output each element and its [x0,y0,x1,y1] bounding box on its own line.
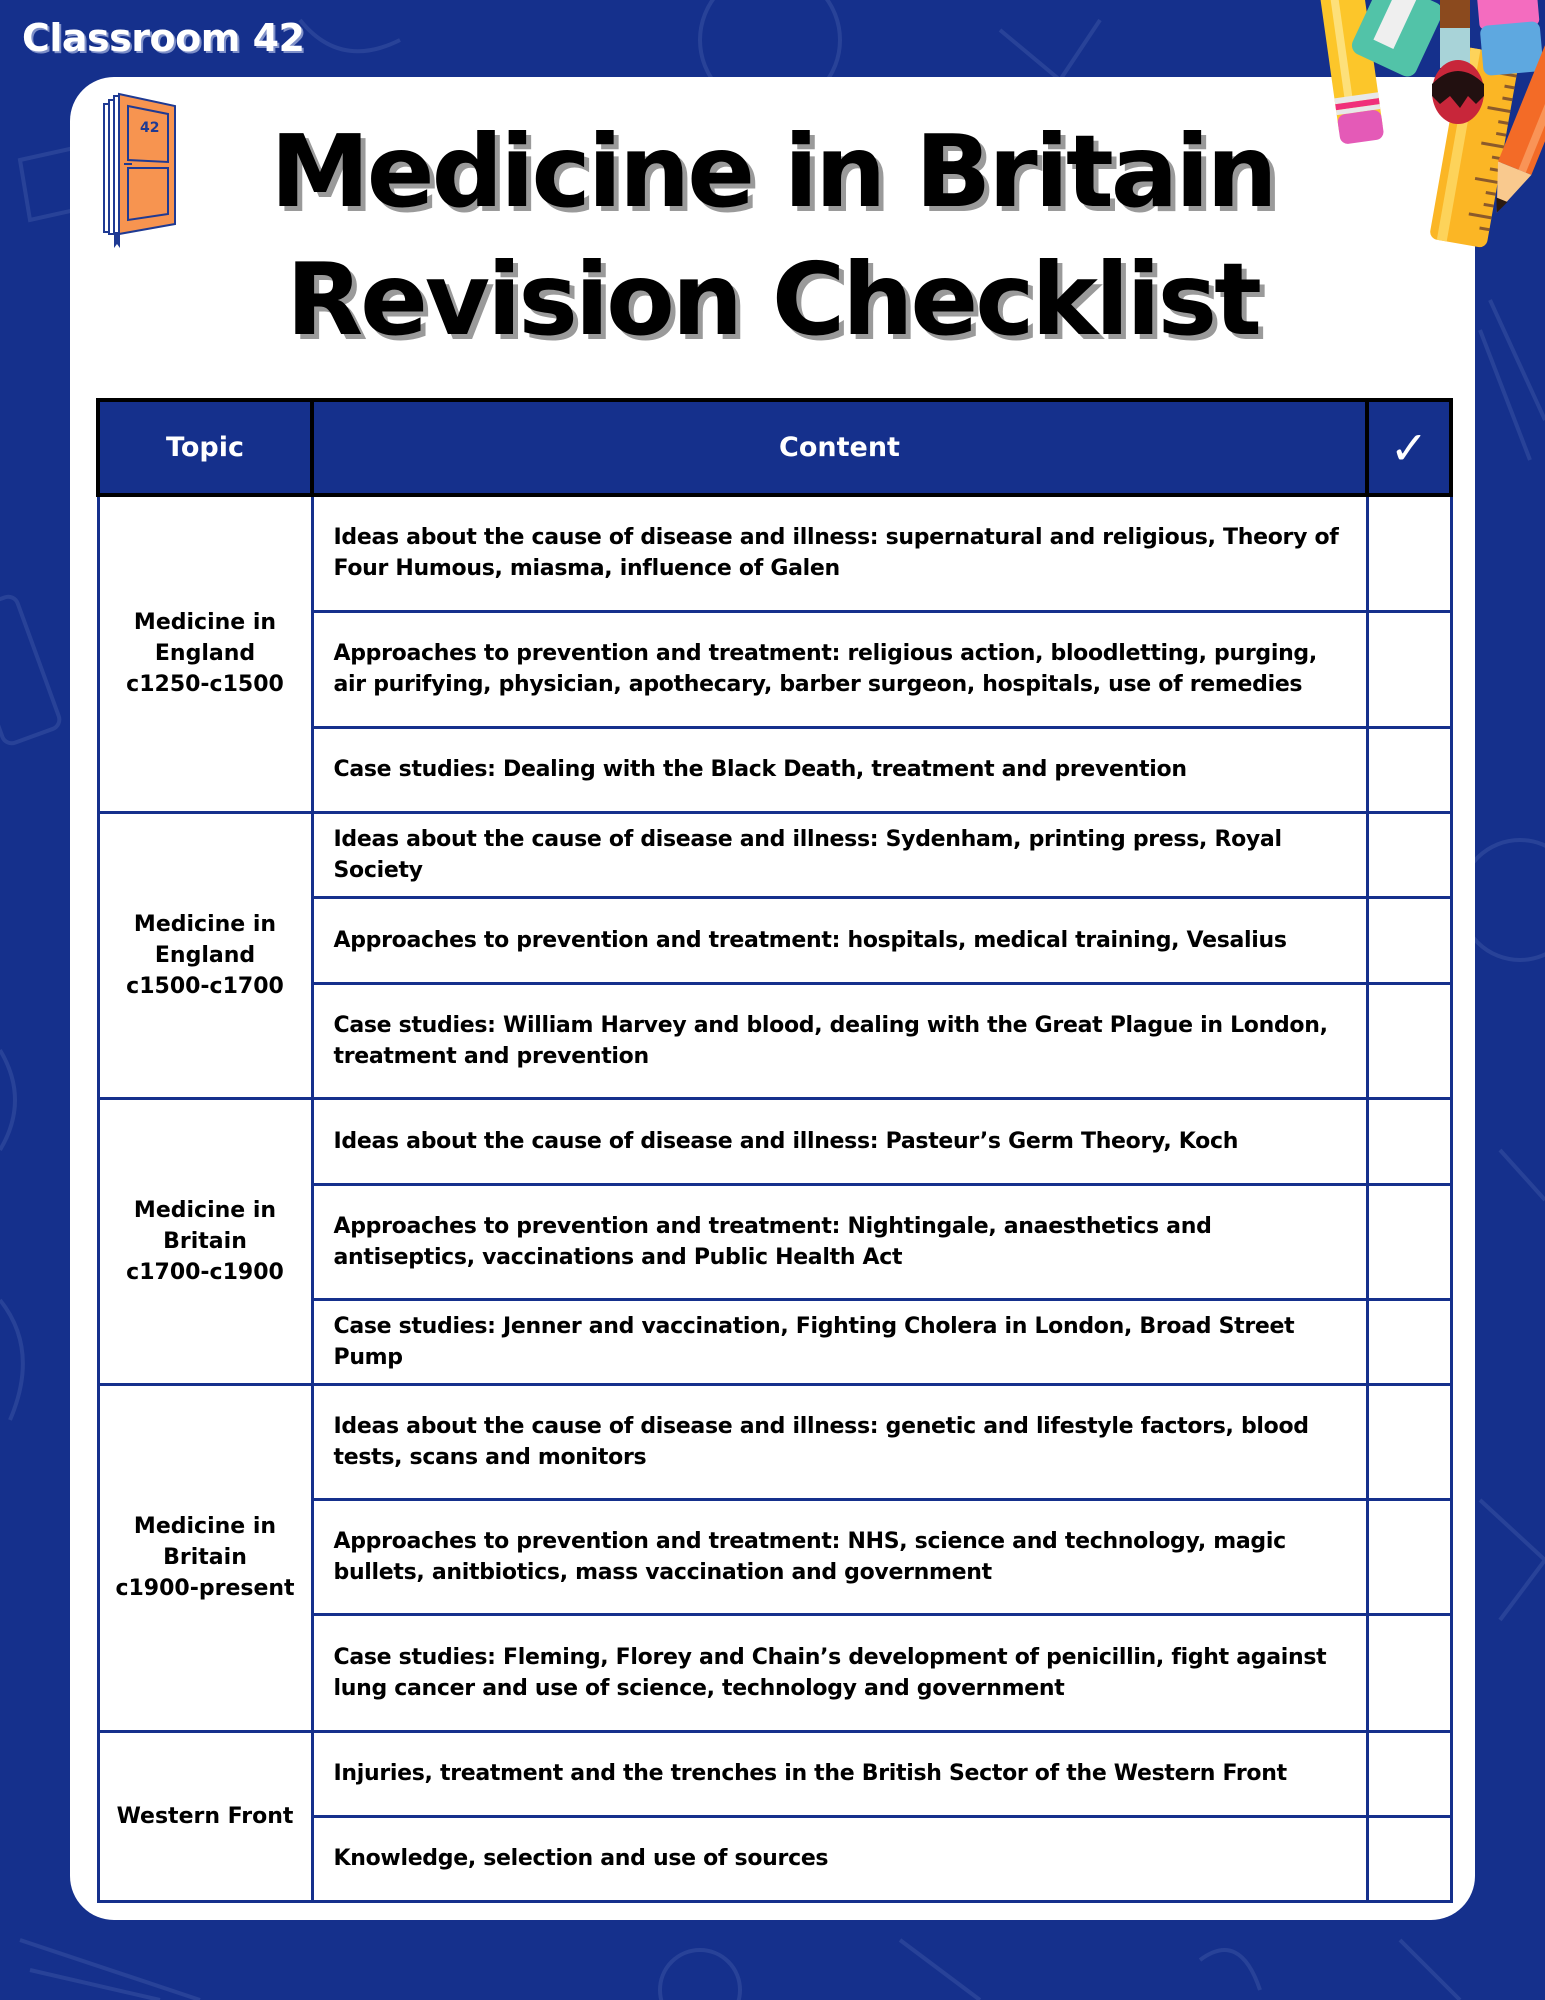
content-cell: Case studies: Fleming, Florey and Chain’s development of penicillin, fight against lung cancer and use of science, technology and government [312,1614,1367,1731]
table-row [98,1098,1451,1184]
checkbox-cell[interactable] [1367,812,1451,897]
content-cell: Ideas about the cause of disease and illness: Pasteur’s Germ Theory, Koch [312,1098,1367,1184]
content-cell: Case studies: Dealing with the Black Death, treatment and prevention [312,727,1367,812]
topic-cell: Medicine in Britain c1900-present [98,1384,312,1731]
content-cell: Case studies: Jenner and vaccination, Fighting Cholera in London, Broad Street Pump [312,1299,1367,1384]
content-cell: Approaches to prevention and treatment: Nightingale, anaesthetics and antiseptics, vaccinations and Public Health Act [312,1184,1367,1299]
checkbox-cell[interactable] [1367,1299,1451,1384]
checkbox-cell[interactable] [1367,1816,1451,1901]
svg-text:42: 42 [140,120,160,136]
content-cell: Knowledge, selection and use of sources [312,1816,1367,1901]
header-content: Content [312,400,1367,495]
content-cell: Approaches to prevention and treatment: religious action, bloodletting, purging, air purifying, physician, apothecary, barber surgeon, hospitals, use of remedies [312,611,1367,727]
content-cell: Ideas about the cause of disease and illness: Sydenham, printing press, Royal Society [312,812,1367,897]
title-line-2: Revision Checklist [286,241,1259,358]
revision-checklist-table [96,398,1453,1903]
checkbox-cell[interactable] [1367,1384,1451,1499]
content-cell: Injuries, treatment and the trenches in the British Sector of the Western Front [312,1731,1367,1816]
checkbox-cell[interactable] [1367,1731,1451,1816]
content-cell: Case studies: William Harvey and blood, dealing with the Great Plague in London, treatment and prevention [312,983,1367,1098]
checkbox-cell[interactable] [1367,495,1451,611]
checkbox-cell[interactable] [1367,727,1451,812]
header-topic: Topic [98,400,312,495]
page-title [0,108,1545,364]
checkbox-cell[interactable] [1367,1499,1451,1614]
topic-cell: Medicine in England c1500-c1700 [98,812,312,1098]
brand-logo-text: Classroom 42 [22,16,305,60]
table-row [98,1384,1451,1499]
topic-cell: Medicine in England c1250-c1500 [98,495,312,812]
content-cell: Ideas about the cause of disease and illness: supernatural and religious, Theory of Four Humous, miasma, influence of Galen [312,495,1367,611]
topic-cell: Western Front [98,1731,312,1901]
topic-cell: Medicine in Britain c1700-c1900 [98,1098,312,1384]
table-row [98,495,1451,611]
checkmark-icon: ✓ [1367,400,1451,495]
content-cell: Approaches to prevention and treatment: NHS, science and technology, magic bullets, anitbiotics, mass vaccination and government [312,1499,1367,1614]
table-row [98,1731,1451,1816]
checkbox-cell[interactable] [1367,983,1451,1098]
content-cell: Approaches to prevention and treatment: hospitals, medical training, Vesalius [312,897,1367,983]
checkbox-cell[interactable] [1367,1614,1451,1731]
content-cell: Ideas about the cause of disease and illness: genetic and lifestyle factors, blood tests, scans and monitors [312,1384,1367,1499]
checkbox-cell[interactable] [1367,897,1451,983]
checkbox-cell[interactable] [1367,1184,1451,1299]
table-row [98,812,1451,897]
checkbox-cell[interactable] [1367,611,1451,727]
checkbox-cell[interactable] [1367,1098,1451,1184]
table-header-row [98,400,1451,495]
title-line-1: Medicine in Britain [270,113,1275,230]
